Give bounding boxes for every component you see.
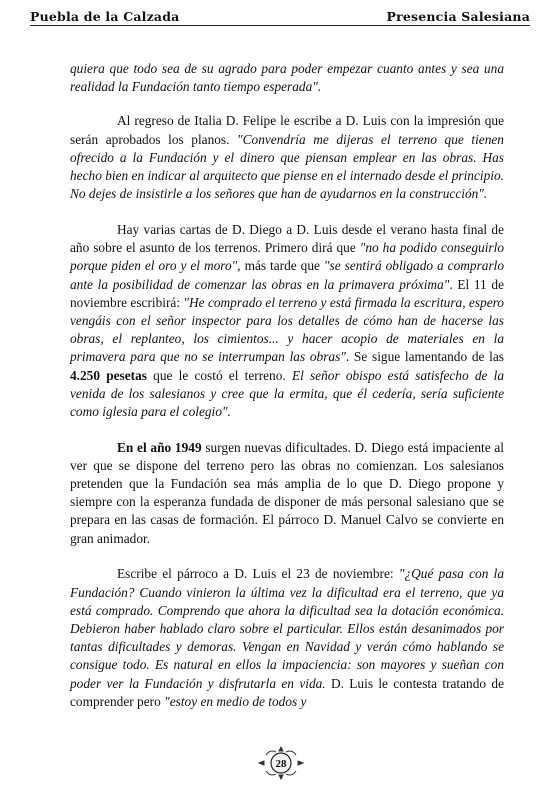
- body-text: . El 11 de noviembre escribirá:: [70, 276, 504, 310]
- quote-text: "estoy en medio de todos y: [164, 693, 307, 709]
- quote-text: "no ha podido conseguirlo porque piden el oro y el moro": [70, 240, 504, 274]
- page-number-ornament: [256, 745, 306, 781]
- quote-text: quiera que todo sea de su agrado para poder empezar cuanto antes y sea una realidad la Fundación tanto tiempo esperada".: [70, 61, 504, 95]
- body-text: Escribe el párroco a D. Luis el 23 de noviembre:: [117, 566, 399, 582]
- header-rule: [30, 25, 530, 26]
- body-text: Al regreso de Italia D. Felipe le escribe a D. Luis con la impresión que serán aprobados los planos.: [70, 113, 504, 147]
- page-body: [70, 60, 504, 725]
- quote-text: "se sentirá obligado a comprarlo ante la posibilidad de comenzar las obras en la primavera próxima": [70, 258, 505, 292]
- page-number: 28: [275, 758, 287, 770]
- quote-text: "He comprado el terreno y está firmada la escritura, espero vengáis con el señor inspector para los detalles de cómo han de hacerse las obras, el replanteo, los cimientos... y hacer acopio de materiales en la primavera para que no se interrumpan las obras": [70, 294, 504, 365]
- quote-text: El señor obispo está satisfecho de la venida de los salesianos y cree que la ermita, que él cedería, sería suficiente como iglesia para el colegio".: [70, 367, 505, 419]
- paragraph-4: [70, 439, 504, 548]
- amount-text: 4.250 pesetas: [70, 367, 147, 383]
- paragraph-1: [70, 60, 504, 96]
- quote-text: "Convendría me dijeras el terreno que tienen ofrecido a la Fundación y el dinero que piensan emplear en las obras. Has hecho bien en indicar al arquitecto que piense en el internado desde el principio. No dejes de insistirle a los señores que han de ayudarnos en la construcción".: [70, 131, 504, 202]
- paragraph-5: [70, 565, 504, 711]
- year-heading-text: En el año 1949: [117, 439, 202, 455]
- body-text: . Se sigue lamentando de las: [345, 349, 504, 365]
- quote-text: "¿Qué pasa con la Fundación? Cuando vinieron la última vez la dificultad era el terreno, que ya está comprado. Comprendo que ahora la dificultad sea la dotación económica. Debieron haber hablado claro sobre el particular. Ellos están desanimados por tantas dificultades y demoras. Vengan en Navidad y verán cómo hablando se consigue todo. Es natural en ellos la impaciencia: son mayores y sueñan con poder ver la Fundación y disfrutarla en vida.: [70, 566, 504, 691]
- ornament-icon: [256, 745, 306, 781]
- body-text: , más tarde que: [237, 258, 324, 274]
- paragraph-2: [70, 112, 504, 203]
- header-left-title: Puebla de la Calzada: [30, 9, 180, 24]
- header-right-title: Presencia Salesiana: [386, 9, 530, 24]
- body-text: surgen nuevas dificultades. D. Diego está impaciente al ver que se dispone del terreno pero las obras no comienzan. Los salesianos pretenden que la Fundación sea más amplia de lo que D. Diego propone y siempre con la esperanza fundada de disponer de más personal salesiano que se prepara en las casas de formación. El párroco D. Manuel Calvo se convierte en gran animador.: [70, 439, 504, 546]
- running-header: [30, 4, 530, 24]
- body-text: D. Luis le contesta tratando de comprender pero: [70, 675, 505, 709]
- body-text: Hay varias cartas de D. Diego a D. Luis desde el verano hasta final de año sobre el asunto de los terrenos. Primero dirá que: [70, 221, 504, 256]
- paragraph-3: [70, 221, 504, 421]
- body-text: que le costó el terreno.: [146, 367, 292, 383]
